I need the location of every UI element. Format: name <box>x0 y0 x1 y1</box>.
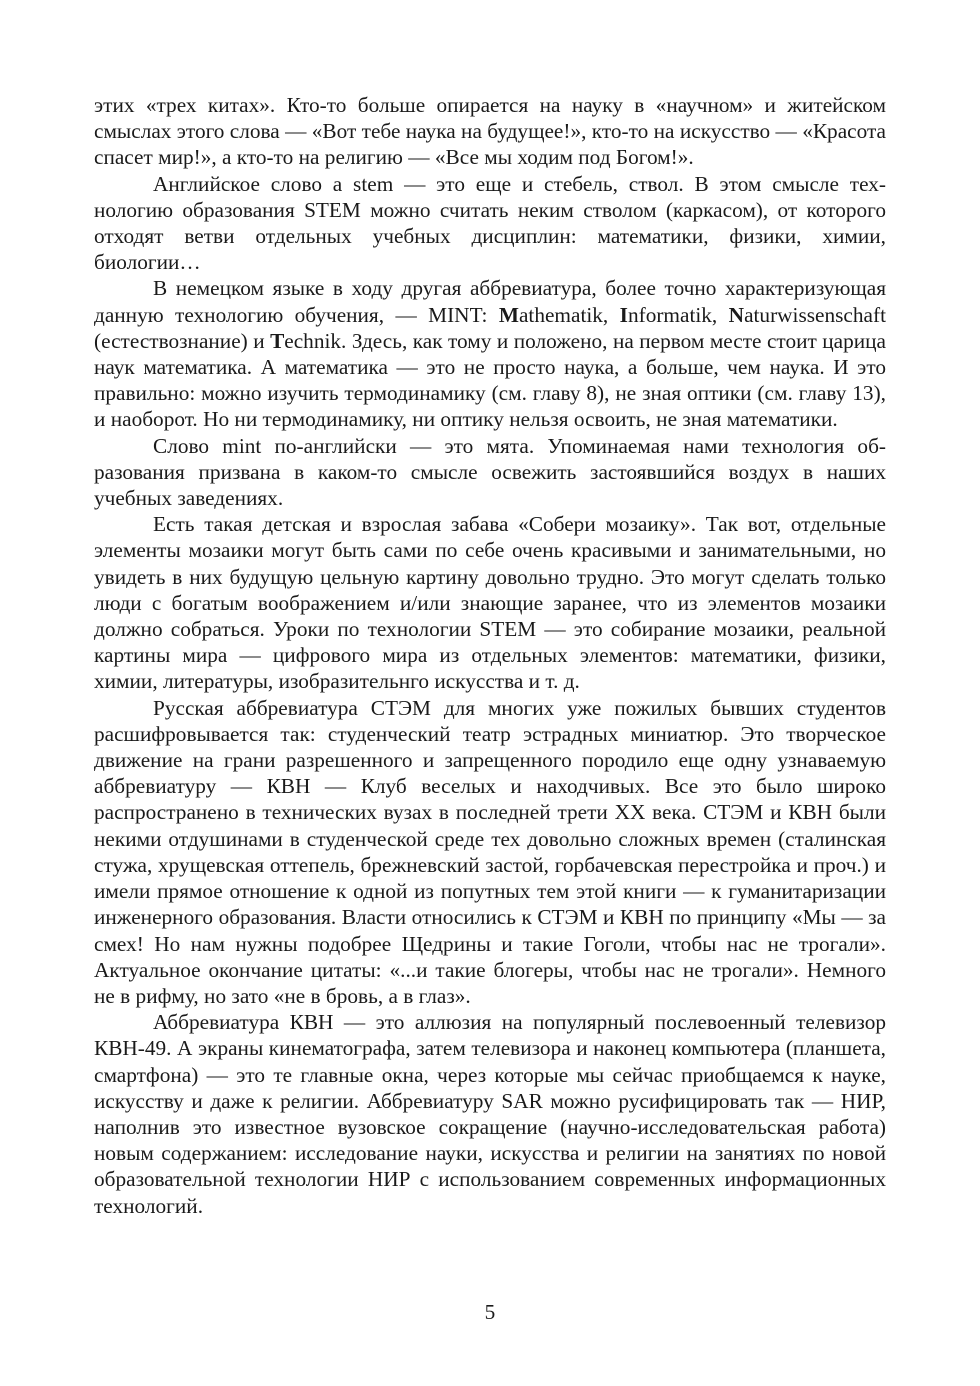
mint-word-i: nformatik, <box>627 302 729 327</box>
paragraph-mosaic: Есть такая детская и взрослая забава «Собери мозаику». Так вот, отдельные элементы мозаики могут быть сами по себе очень красивыми и занимательными, но увидеть в них будущую цельную картину довольно трудно. Это могут сделать только люди с богатым воображением и/или знающие заранее, что из элементов мозаики должно собраться. Уроки по технологии STEM — это собирание мозаики, реальной картины мира — цифрового мира из отдельных элементов: математики, физики, химии, литературы, изобразительнго искусства и т. д. <box>94 512 886 694</box>
mint-letter-i: I <box>619 302 628 327</box>
document-page <box>94 92 886 1219</box>
mint-word-t: echnik. Здесь, как тому и положено, на первом месте стоит царица наук математика. А математика — это не просто наука, а больше, чем наука. И это правильно: можно изучить термодинамику (см. главу 8), не зная оптики (см. главу 13), и наоборот. Но ни термодинамику, ни оптику нельзя освоить, не зная математики. <box>94 328 886 432</box>
mint-word-n: aturwissenschaft (естествознание) и <box>94 302 886 353</box>
paragraph-mint-abbreviation <box>94 275 886 432</box>
paragraph-mint-meaning: Слово mint по-английски — это мята. Упоминаемая нами технология образования призвана в каком-то смысле освежить застоявшийся воздух в наших учебных заведениях. <box>94 433 886 511</box>
mint-letter-m: M <box>498 302 519 327</box>
mint-word-m: athematik, <box>518 302 620 327</box>
mint-intro-text: В немецком языке в ходу другая аббревиатура, более точно характеризующая данную технологию обучения, — MINT: <box>94 276 886 327</box>
mint-letter-t: T <box>270 328 285 353</box>
mint-letter-n: N <box>728 302 745 327</box>
paragraph-stem-russian: Русская аббревиатура СТЭМ для многих уже пожилых бывших студентов расшифровывается так: студенческий театр эстрадных миниатюр. Это творческое движение на грани разрешенного и запрещенного породило еще одну узнаваемую аббревиатуру — КВН — Клуб веселых и находчивых. Все это было широко распространено в технических вузах в последней трети XX века. СТЭМ и КВН были некими отдушинами в студенческой среде тех довольно сложных времен (сталинская стужа, хрущевская оттепель, брежневский застой, горбачевская перестройка и проч.) и имели прямое отношение к одной из попутных тем этой книги — к гуманитаризации инженерного образования. Власти относились к СТЭМ и КВН по принципу «Мы — за смех! Но нам нужны подобрее Щедрины и такие Гоголи, чтобы нас не трогали». Актуальное окончание цитаты: «...и такие блогеры, чтобы нас не трогали». Немного не в рифму, но зато «не в бровь, а в глаз». <box>94 695 886 1008</box>
paragraph-kvn-sar: Аббревиатура КВН — это аллюзия на популярный послевоенный телевизор КВН-49. А экраны кинематографа, затем телевизора и наконец компьютера (планшета, смартфона) — это те главные окна, через которые мы сейчас приобщаемся к науке, искусству и даже к религии. Аббревиатуру SAR можно русифицировать так — НИР, наполнив это известное вузовское сокращение (научно-исследовательская работа) новым содержанием: исследование науки, искусства и религии на занятиях по новой образовательной технологии НИР с использованием современных информационных технологий. <box>94 1010 886 1218</box>
paragraph-stem-etymology: Английское слово a stem — это еще и стебель, ствол. В этом смысле технологию образования STEM можно считать неким стволом (каркасом), от которого отходят ветви отдельных учебных дисциплин: математики, физики, химии, биологии… <box>94 171 886 275</box>
paragraph-continuation: этих «трех китах». Кто-то больше опирается на науку в «научном» и житейском смыслах этого слова — «Вот тебе наука на будущее!», кто-то на искусство — «Красота спасет мир!», а кто-то на религию — «Все мы ходим под Богом!». <box>94 93 886 170</box>
page-number: 5 <box>484 1300 496 1324</box>
